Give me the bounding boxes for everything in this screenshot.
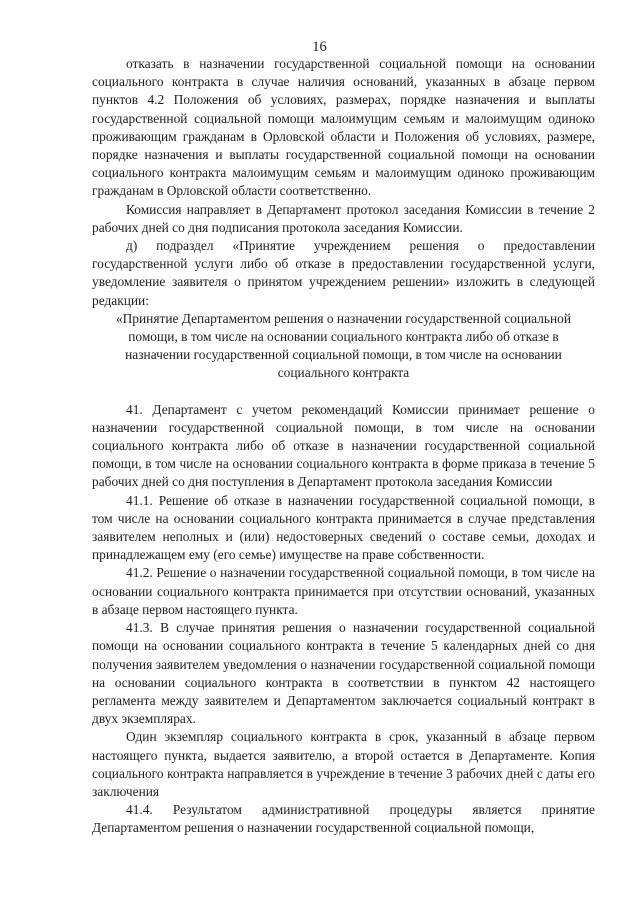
paragraph-refuse: отказать в назначении государственной социальной помощи на основании социального контракта в случае наличия оснований, указанных в абзаце первом пунктов 4.2 Положения об условиях, размерах, порядке назначения и выплаты государственной социальной помощи малоимущим семьям и малоимущим одиноко проживающим гражданам в Орловской области и Положения об условиях, размере, порядке назначения и выплаты государственной социальной помощи на основании социального контракта малоимущим семьям и малоимущим одиноко проживающим гражданам в Орловской области соответственно.	[92, 56, 595, 199]
page-number: 16	[312, 39, 327, 55]
paragraph-41-4: 41.4. Результатом административной процедуры является принятие Департаментом решения о назначении государственной социальной помощи,	[92, 802, 595, 836]
document-body	[92, 55, 595, 838]
paragraph-commission-protocol: Комиссия направляет в Департамент протокол заседания Комиссии в течение 2 рабочих дней со дня подписания протокола заседания Комиссии.	[92, 201, 595, 235]
paragraph-contract-copy: Один экземпляр социального контракта в срок, указанный в абзаце первом настоящего пункта, выдается заявителю, а второй остается в Департаменте. Копия социального контракта направляется в учреждение в течение 3 рабочих дней с даты его заключения	[92, 729, 595, 799]
section-heading: «Принятие Департаментом решения о назначении государственной социальной помощи, в том числе на основании социального контракта либо об отказе в назначении государственной социальной помощи, в том числе на основании социального контракта	[115, 310, 572, 381]
paragraph-41: 41. Департамент с учетом рекомендаций Комиссии принимает решение о назначении государственной социальной помощи, в том числе на основании социального контракта либо об отказе в назначении государственной социальной помощи, в том числе на основании социального контракта в форме приказа в течение 5 рабочих дней со дня поступления в Департамент протокола заседания Комиссии	[92, 401, 595, 490]
paragraph-subsection-d: д) подраздел «Принятие учреждением решения о предоставлении государственной услуги либо об отказе в предоставлении государственной услуги, уведомление заявителя о принятом учреждением решении» изложить в следующей редакции:	[92, 238, 595, 308]
paragraph-41-3: 41.3. В случае принятия решения о назначении государственной социальной помощи на основании социального контракта в течение 5 календарных дней со дня получения заявителем уведомления о назначении государственной социальной помощи на основании социального контракта в соответствии в пунктом 42 настоящего регламента между заявителем и Департаментом заключается социальный контракт в двух экземплярах.	[92, 620, 595, 727]
paragraph-41-1: 41.1. Решение об отказе в назначении государственной социальной помощи, в том числе на основании социального контракта принимается в случае представления заявителем неполных и (или) недостоверных сведений о составе семьи, доходах и принадлежащем ему (его семье) имуществе на праве собственности.	[92, 492, 595, 563]
spacer	[92, 383, 595, 401]
paragraph-41-2: 41.2. Решение о назначении государственной социальной помощи, в том числе на основании социального контракта принимается при отсутствии оснований, указанных в абзаце первом настоящего пункта.	[92, 565, 595, 617]
